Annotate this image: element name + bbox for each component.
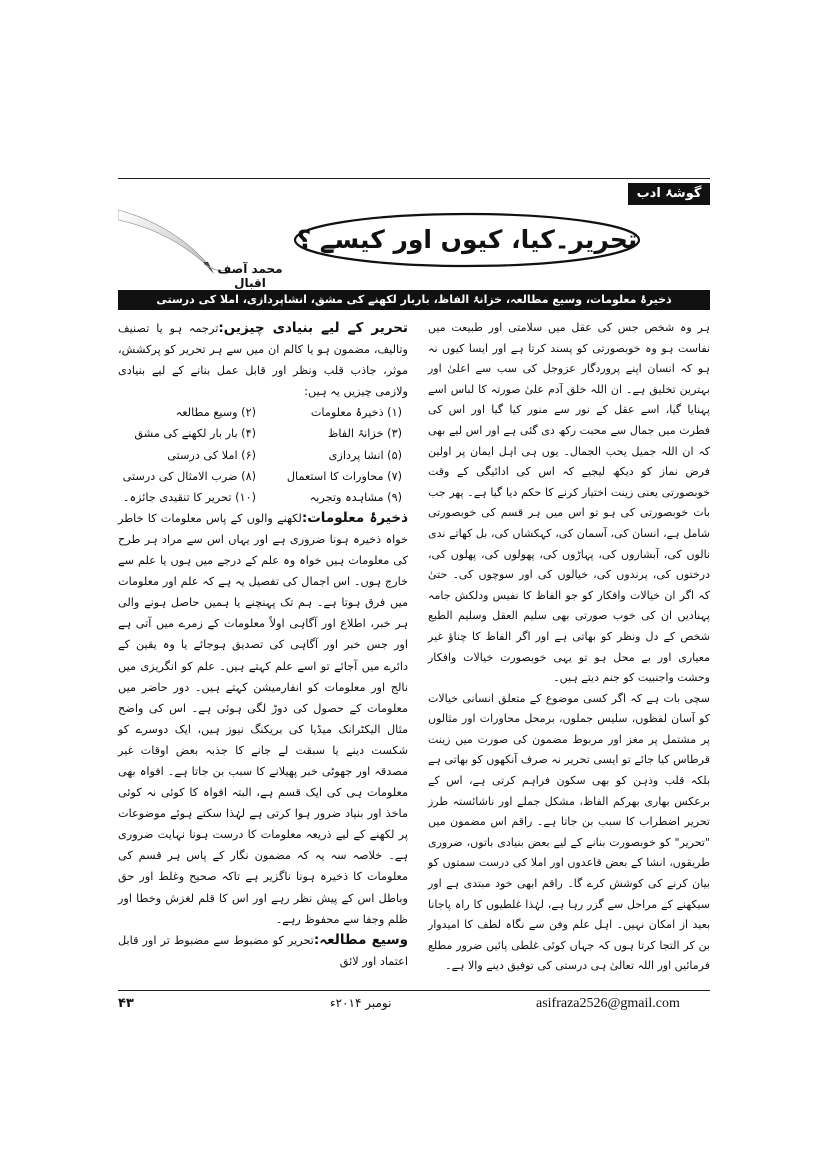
section-tag: گوشۂ ادب [628,183,710,205]
author-name: محمد آصف اقبال [217,262,283,290]
list-item: (۷) محاورات کا استعمال [286,469,402,483]
author-email[interactable]: asifraza2526@gmail.com [536,996,680,1011]
paragraph: ذخیرۂ معلومات:لکھنے والوں کے پاس معلومات کا خاطر خواہ ذخیرہ ہونا ضروری ہے اور یہاں اس سے مراد ہر طرح کی معلومات ہیں خواہ وہ علم کے درجے میں ہوں یا علم سے خارج ہوں۔ اس اجمال کی تفصیل یہ ہے کہ علم اور معلومات میں فرق ہوتا ہے۔ ہم تک پہنچنے یا ہمیں حاصل ہونے والی ہر خبر، اطلاع اور آگاہی اولاً معلومات کے زمرے میں آتی ہے اور جس خبر اور آگاہی کی تصدیق ہوجائے یا وہ یقین کے دائرے میں آجائے تو اسے علم کہتے ہیں۔ علم کو انگریزی میں نالج اور معلومات کو انفارمیشن کہتے ہیں۔ دور حاضر میں معلومات کے حصول کی دوڑ لگی ہوئی ہے۔ اس کی واضح مثال الیکٹرانک میڈیا کی بریکنگ نیوز ہیں، ایک دوسرے کو شکست دینے یا سبقت لے جانے کا جذبہ بعض اوقات غیر مصدقہ اور جھوٹی خبر پھیلانے کا سبب بن جاتا ہے۔ افواہ بھی معلومات ہی کی ایک قسم ہے، البتہ افواہ کا کوئی نہ کوئی ماخذ اور بنیاد ضرور ہوا کرتی ہے لہٰذا سکتے ہوئے موضوعات پر لکھنے کے لیے ذریعہ معلومات کا درست ہونا نہایت ضروری ہے۔ خلاصہ سہ یہ کہ مضمون نگار کے پاس ہر قسم کی معلومات کا ذخیرہ ہونا ناگزیر ہے تاکہ صحیح وغلط اور حق وباطل اس کے پیش نظر رہے اور اس کا قلم لغزش وخطا اور ظلم وجفا سے محفوظ رہے۔ [118,509,408,926]
paragraph: وسیع مطالعہ:تحریر کو مضبوط سے مضبوط تر اور قابل اعتماد اور لائق [118,931,408,968]
section-heading: وسیع مطالعہ: [313,931,408,948]
list-item: (۵) انشا پردازی [328,448,402,462]
list-item: (۸) ضرب الامثال کی درستی [122,469,256,483]
column-right [428,318,710,977]
section-heading: ذخیرۂ معلومات: [301,509,408,526]
page-number: ۴۳ [118,996,134,1011]
intro-paragraph: تحریر کے لیے بنیادی چیزیں:ترجمہ ہو یا تصنیف وتالیف، مضمون ہو یا کالم ان میں سے ہر تحریر کو پرکشش، موثر، جاذب قلب ونظر اور قابل عمل بنانے کے لیے بنیادی ولازمی چیزیں یہ ہیں: [118,320,408,399]
keyword-bar: ذخیرۂ معلومات، وسیع مطالعہ، خزانۂ الفاظ، باربار لکھنے کی مشق، انشاپردازی، املا کی درستی [118,290,710,310]
bottom-rule [118,990,710,991]
top-rule [118,178,710,179]
basics-list [118,402,408,507]
issue-date: نومبر ۲۰۱۴ء [330,996,392,1010]
list-item: (۶) املا کی درستی [167,448,256,462]
paragraph: سچی بات ہے کہ اگر کسی موضوع کے متعلق انسانی خیالات کو آسان لفظوں، سلیس جملوں، برمحل محاورات اور مثالوں پر مشتمل پر مغز اور مربوط مضمون کی صورت میں زینت قرطاس کیا جائے تو ایسی تحریر نہ صرف آنکھوں کو بھاتی ہے بلکہ قلب وذہن کو بھی سکون فراہم کرتی ہے، اس کے برعکس بھاری بھرکم الفاظ، مشکل جملے اور ناشائستہ طرز تحریر اضطراب کا سبب بن جاتا ہے۔ راقم اس مضمون میں "تحریر" کو خوبصورت بنانے کے لیے بعض بنیادی باتوں، ضروری طریقوں، انشا کے بعض قاعدوں اور املا کی درست سمتوں کو بیان کرنے کی کوشش کرے گا۔ راقم ابھی خود مبتدی ہے اور سیکھنے کے مراحل سے گزر رہا ہے، لہٰذا غلطیوں کا راہ پاجانا بعید از امکان نہیں۔ اہل علم وفن سے نگاہ لطف کا امیدوار بن کر التجا کرتا ہوں کہ جہاں کوئی غلطی پائیں ضرور مطلع فرمائیں اور اللہ تعالیٰ ہی درستی کی توفیق دینے والا ہے۔ [428,691,710,973]
list-item: (۹) مشاہدہ وتجربہ [309,490,402,504]
list-item: (۱۰) تحریر کا تنقیدی جائزہ۔ [122,490,256,504]
article-title: تحریر۔کیا، کیوں اور کیسے ؟ [296,225,638,254]
list-item: (۲) وسیع مطالعہ [175,406,256,420]
paragraph: ہر وہ شخص جس کی عقل میں سلامتی اور طبیعت میں نفاست ہو وہ خوبصورتی کو پسند کرتا ہے اور ایسا کیوں نہ ہو کہ انسان اپنے پروردگار عزوجل کی سب سے اعلیٰ اور بہترین تخلیق ہے۔ ان اللہ خلق آدم علیٰ صورتہ کا لباس اسے پہنایا گیا، اسے عقل کے نور سے منور کیا گیا اور اس کی فطرت میں جمال سے محبت رکھ دی گئی ہے اور اس لیے بھی کہ ان اللہ جمیل یحب الجمال۔ یوں ہی اہل ایمان پر اولین فرض نماز کو دیکھ لیجیے کہ اس کی ادائیگی کے وقت خوبصورتی یعنی زینت اختیار کرنے کا حکم دیا گیا ہے۔ پھر جب بات خوبصورتی کی ہو تو اس میں ہر قسم کی خوبصورتی شامل ہے، انسان کی، آسمان کی، کہکشاں کی، بل کھاتے ندی نالوں کی، آبشاروں کی، پہاڑوں کی، پھولوں کی، پھلوں کی، درختوں کی، پرندوں کی، خیالوں کی اور سوچوں کی۔ حتیٰ کہ اگر ان خیالات وافکار کو جو الفاظ کا نفیس ودلکش جامہ پہنادیں ان کی خوب صورتی بھی سلیم العقل وسلیم الطبع شخص کے دل ونظر کو بھاتی ہے اور اگر الفاظ کا چناؤ غیر معیاری اور بے محل ہو تو یہی خوبصورت خیالات وافکار وحشت واجنبیت کو جنم دیتے ہیں۔ [428,321,710,685]
column-left [118,318,408,972]
list-item: (۱) ذخیرۂ معلومات [310,406,402,420]
list-item: (۳) خزانۂ الفاظ [327,427,402,441]
section-heading: تحریر کے لیے بنیادی چیزیں: [218,320,408,336]
list-item: (۴) بار بار لکھنے کی مشق [134,427,256,441]
